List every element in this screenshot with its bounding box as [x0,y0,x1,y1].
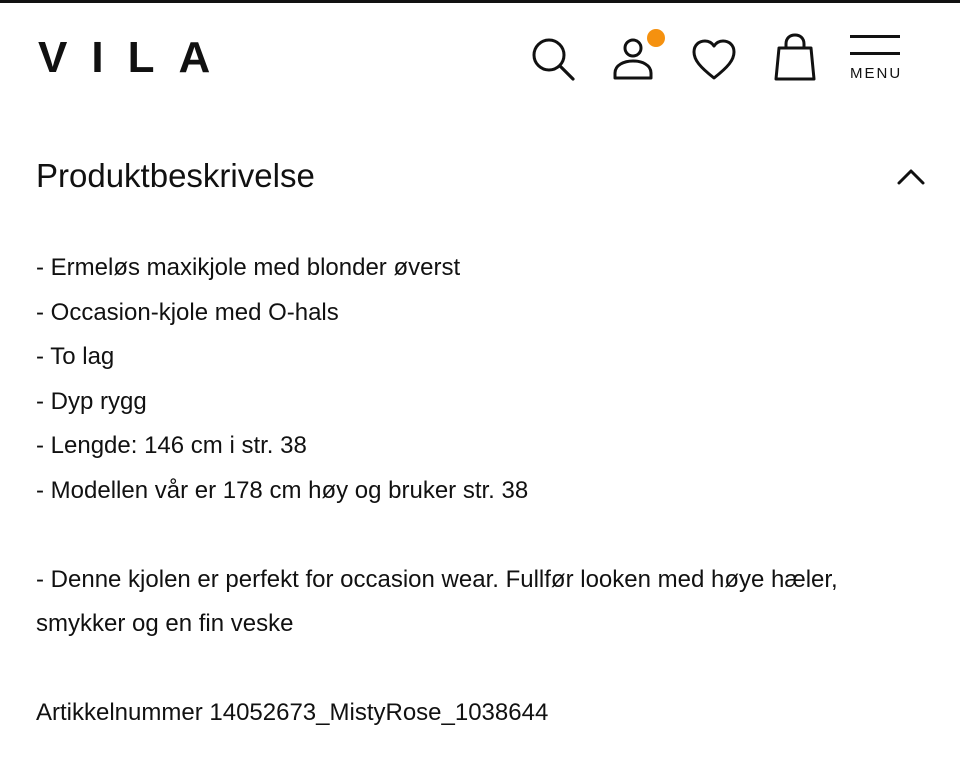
accordion-header[interactable] [36,150,926,204]
chevron-up-icon[interactable] [896,162,926,192]
heart-icon [690,37,738,83]
site-header [0,3,960,113]
bullet-item: - Occasion-kjole med O-hals [36,298,339,326]
menu-icon-line-bottom [850,52,900,55]
article-number: Artikkelnummer 14052673_MistyRose_1038644 [36,699,549,726]
search-button[interactable] [530,36,576,82]
bullet-item: - Dyp rygg [36,387,147,415]
wishlist-button[interactable] [690,37,738,83]
bullet-item: - Modellen vår er 178 cm høy og bruker str. 38 [36,476,529,504]
shopping-bag-button[interactable] [772,33,818,83]
notification-dot [647,29,665,47]
search-icon [530,36,576,82]
description-body [36,246,916,736]
account-button[interactable] [610,29,668,83]
menu-icon-line-top [850,35,900,38]
bullet-item: - Lengde: 146 cm i str. 38 [36,432,307,459]
shopping-bag-icon [772,33,818,83]
bullet-item: - To lag [36,343,115,370]
section-title: Produktbeskrivelse [36,157,315,194]
menu-button[interactable] [848,35,908,85]
bullet-item: - Ermeløs maxikjole med blonder øverst [36,254,461,281]
vila-logo[interactable]: VILA [38,33,235,82]
menu-label: MENU [850,65,903,82]
description-paragraph: - Denne kjolen er perfekt for occasion wear. Fullfør looken med høye hæler, smykker og en fin veske [36,565,838,637]
